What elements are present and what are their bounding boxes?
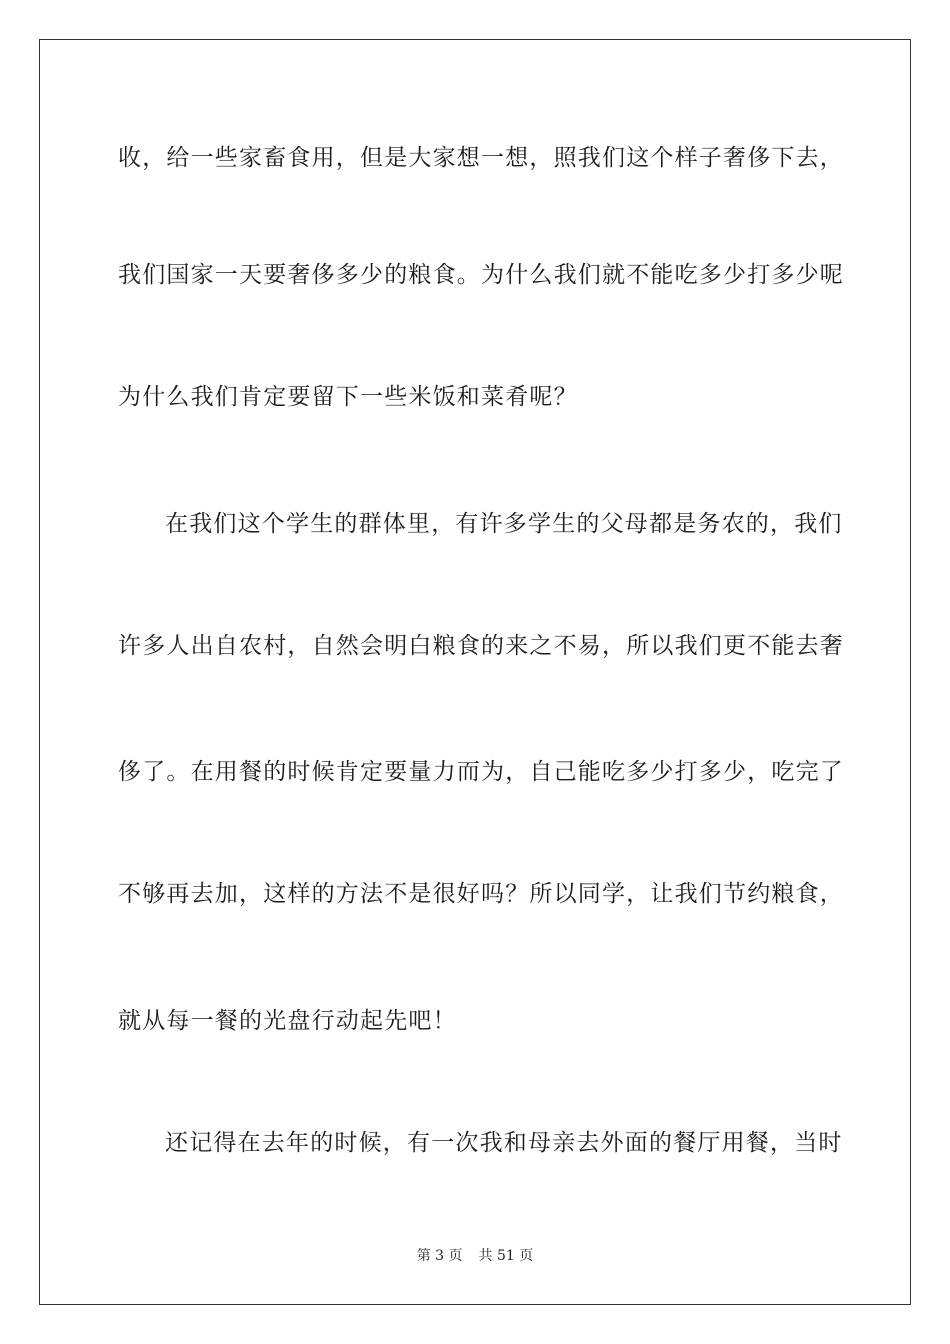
body-line-4: 在我们这个学生的群体里，有许多学生的父母都是务农的，我们	[165, 511, 843, 537]
body-line-6: 侈了。在用餐的时候肯定要量力而为，自己能吃多少打多少，吃完了	[118, 759, 844, 785]
page-border	[39, 39, 911, 1305]
body-line-5: 许多人出自农村，自然会明白粮食的来之不易，所以我们更不能去奢	[118, 633, 844, 659]
page-footer	[0, 1247, 950, 1265]
body-line-8: 就从每一餐的光盘行动起先吧！	[118, 1008, 457, 1034]
page-number: 第 3 页	[416, 1248, 463, 1264]
body-line-2: 我们国家一天要奢侈多少的粮食。为什么我们就不能吃多少打多少呢	[118, 262, 844, 288]
page-total: 共 51 页	[478, 1248, 534, 1264]
body-line-9: 还记得在去年的时候，有一次我和母亲去外面的餐厅用餐，当时	[165, 1130, 843, 1156]
body-line-3: 为什么我们肯定要留下一些米饭和菜肴呢？	[118, 384, 578, 410]
body-line-7: 不够再去加，这样的方法不是很好吗？所以同学，让我们节约粮食，	[118, 881, 844, 907]
body-line-1: 收，给一些家畜食用，但是大家想一想，照我们这个样子奢侈下去，	[118, 145, 844, 171]
